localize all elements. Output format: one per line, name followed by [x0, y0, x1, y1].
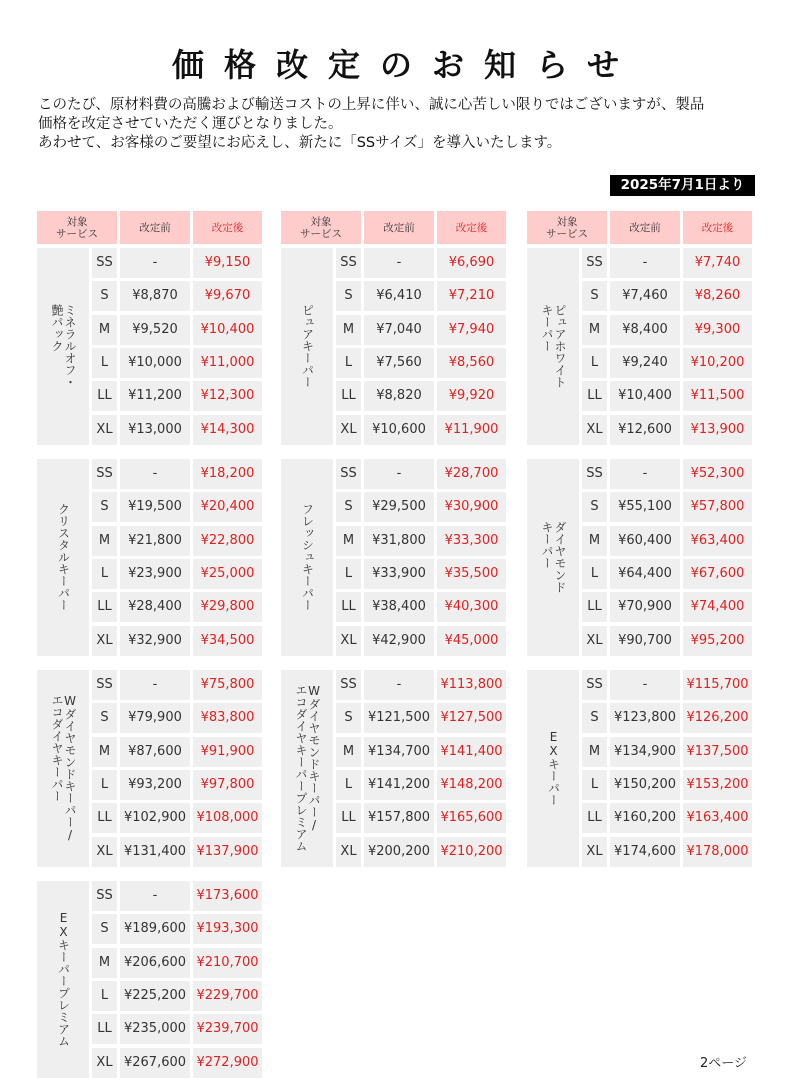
size-cell: SS	[582, 248, 607, 278]
header-service: 対象 サービス	[37, 211, 117, 244]
header-row	[37, 211, 264, 244]
price-after-cell: ¥141,400	[437, 737, 506, 767]
price-before-cell: ¥141,200	[364, 770, 434, 800]
size-cell: L	[582, 348, 607, 378]
price-before-cell: ¥29,500	[364, 492, 434, 522]
price-after-cell: ¥25,000	[193, 559, 262, 589]
header-before: 改定前	[120, 211, 190, 244]
price-before-cell: ¥60,400	[610, 526, 680, 556]
price-before-cell: ¥12,600	[610, 415, 680, 445]
price-before-cell: -	[120, 248, 190, 278]
price-after-cell: ¥12,300	[193, 381, 262, 411]
price-before-cell: ¥134,700	[364, 737, 434, 767]
price-after-cell: ¥57,800	[683, 492, 752, 522]
size-cell: M	[582, 315, 607, 345]
price-before-cell: -	[610, 670, 680, 700]
price-after-cell: ¥7,940	[437, 315, 506, 345]
price-after-cell: ¥28,700	[437, 459, 506, 489]
price-before-cell: ¥70,900	[610, 592, 680, 622]
size-cell: M	[92, 948, 117, 978]
header-after: 改定後	[683, 211, 752, 244]
size-cell: SS	[582, 670, 607, 700]
price-before-cell: ¥102,900	[120, 803, 190, 833]
header-row	[281, 211, 508, 244]
header-after: 改定後	[193, 211, 262, 244]
header-service: 対象 サービス	[281, 211, 361, 244]
service-block-3	[37, 459, 264, 659]
size-cell: M	[336, 315, 361, 345]
service-name: EXキーパープレミアム	[56, 911, 71, 1048]
price-after-cell: ¥153,200	[683, 770, 752, 800]
price-before-cell: ¥131,400	[120, 837, 190, 867]
price-before-cell: ¥150,200	[610, 770, 680, 800]
service-block-8	[527, 670, 754, 870]
price-after-cell: ¥7,740	[683, 248, 752, 278]
intro-line: このたび、原材料費の高騰および輸送コストの上昇に伴い、誠に心苦しい限りではございますが、製品	[38, 97, 705, 113]
size-cell: S	[336, 492, 361, 522]
price-before-cell: ¥235,000	[120, 1014, 190, 1044]
price-after-cell: ¥137,900	[193, 837, 262, 867]
price-before-cell: ¥11,200	[120, 381, 190, 411]
service-name-cell	[527, 459, 579, 656]
price-before-cell: ¥6,410	[364, 281, 434, 311]
header-before: 改定前	[610, 211, 680, 244]
size-cell: M	[336, 737, 361, 767]
price-after-cell: ¥11,000	[193, 348, 262, 378]
size-cell: L	[336, 559, 361, 589]
size-cell: XL	[92, 415, 117, 445]
price-after-cell: ¥35,500	[437, 559, 506, 589]
price-after-cell: ¥272,900	[193, 1048, 262, 1078]
size-cell: XL	[582, 626, 607, 656]
price-before-cell: ¥134,900	[610, 737, 680, 767]
service-block-1	[281, 248, 508, 448]
size-cell: SS	[336, 670, 361, 700]
price-after-cell: ¥6,690	[437, 248, 506, 278]
price-before-cell: ¥79,900	[120, 703, 190, 733]
size-cell: S	[582, 703, 607, 733]
price-before-cell: ¥174,600	[610, 837, 680, 867]
service-name-cell	[37, 881, 89, 1078]
size-cell: L	[336, 770, 361, 800]
service-name: クリスタルキーパー	[56, 503, 71, 612]
price-after-cell: ¥210,700	[193, 948, 262, 978]
service-block-0	[37, 248, 264, 448]
service-name: ミネラルオフ・ 艶パック	[50, 304, 77, 389]
price-after-cell: ¥18,200	[193, 459, 262, 489]
size-cell: L	[582, 559, 607, 589]
size-cell: XL	[92, 837, 117, 867]
header-service: 対象 サービス	[527, 211, 607, 244]
price-before-cell: -	[120, 459, 190, 489]
price-after-cell: ¥115,700	[683, 670, 752, 700]
price-before-cell: ¥200,200	[364, 837, 434, 867]
price-after-cell: ¥165,600	[437, 803, 506, 833]
size-cell: M	[92, 737, 117, 767]
price-before-cell: ¥9,520	[120, 315, 190, 345]
price-after-cell: ¥126,200	[683, 703, 752, 733]
size-cell: S	[92, 492, 117, 522]
price-after-cell: ¥83,800	[193, 703, 262, 733]
size-cell: LL	[336, 592, 361, 622]
size-cell: LL	[582, 381, 607, 411]
size-cell: M	[582, 737, 607, 767]
size-cell: XL	[92, 1048, 117, 1078]
price-before-cell: -	[120, 881, 190, 911]
price-before-cell: -	[364, 248, 434, 278]
price-before-cell: ¥19,500	[120, 492, 190, 522]
price-after-cell: ¥137,500	[683, 737, 752, 767]
price-before-cell: ¥7,040	[364, 315, 434, 345]
price-before-cell: -	[364, 459, 434, 489]
price-before-cell: ¥267,600	[120, 1048, 190, 1078]
service-block-2	[527, 248, 754, 448]
price-after-cell: ¥97,800	[193, 770, 262, 800]
price-before-cell: ¥189,600	[120, 914, 190, 944]
price-after-cell: ¥20,400	[193, 492, 262, 522]
price-after-cell: ¥67,600	[683, 559, 752, 589]
price-after-cell: ¥95,200	[683, 626, 752, 656]
service-block-9	[37, 881, 264, 1081]
price-before-cell: ¥8,400	[610, 315, 680, 345]
price-before-cell: -	[364, 670, 434, 700]
size-cell: SS	[336, 459, 361, 489]
size-cell: SS	[336, 248, 361, 278]
price-before-cell: ¥10,000	[120, 348, 190, 378]
size-cell: S	[92, 281, 117, 311]
price-after-cell: ¥229,700	[193, 981, 262, 1011]
service-name-cell	[527, 248, 579, 445]
size-cell: M	[582, 526, 607, 556]
service-block-5	[527, 459, 754, 659]
price-after-cell: ¥10,200	[683, 348, 752, 378]
price-before-cell: ¥225,200	[120, 981, 190, 1011]
size-cell: XL	[336, 837, 361, 867]
size-cell: LL	[92, 803, 117, 833]
price-after-cell: ¥8,260	[683, 281, 752, 311]
price-before-cell: ¥38,400	[364, 592, 434, 622]
size-cell: SS	[92, 248, 117, 278]
service-name-cell	[527, 670, 579, 867]
price-before-cell: ¥10,600	[364, 415, 434, 445]
effective-date-badge: 2025年7月1日より	[610, 175, 755, 196]
size-cell: L	[92, 348, 117, 378]
service-block-7	[281, 670, 508, 870]
price-before-cell: ¥33,900	[364, 559, 434, 589]
service-name: EXキーパー	[546, 730, 561, 807]
service-name-cell	[37, 248, 89, 445]
size-cell: XL	[336, 626, 361, 656]
size-cell: LL	[582, 803, 607, 833]
price-before-cell: ¥13,000	[120, 415, 190, 445]
price-after-cell: ¥34,500	[193, 626, 262, 656]
size-cell: LL	[92, 592, 117, 622]
price-after-cell: ¥74,400	[683, 592, 752, 622]
price-after-cell: ¥14,300	[193, 415, 262, 445]
size-cell: L	[582, 770, 607, 800]
price-after-cell: ¥9,920	[437, 381, 506, 411]
price-after-cell: ¥10,400	[193, 315, 262, 345]
price-after-cell: ¥193,300	[193, 914, 262, 944]
price-after-cell: ¥9,150	[193, 248, 262, 278]
size-cell: M	[336, 526, 361, 556]
price-after-cell: ¥113,800	[437, 670, 506, 700]
price-after-cell: ¥52,300	[683, 459, 752, 489]
size-cell: S	[336, 281, 361, 311]
size-cell: S	[92, 703, 117, 733]
size-cell: L	[92, 770, 117, 800]
price-before-cell: -	[120, 670, 190, 700]
price-after-cell: ¥91,900	[193, 737, 262, 767]
size-cell: LL	[336, 381, 361, 411]
price-after-cell: ¥63,400	[683, 526, 752, 556]
price-before-cell: ¥21,800	[120, 526, 190, 556]
size-cell: SS	[92, 459, 117, 489]
price-after-cell: ¥13,900	[683, 415, 752, 445]
price-after-cell: ¥11,500	[683, 381, 752, 411]
price-before-cell: ¥10,400	[610, 381, 680, 411]
price-before-cell: ¥7,560	[364, 348, 434, 378]
price-after-cell: ¥108,000	[193, 803, 262, 833]
service-name-cell	[37, 670, 89, 867]
service-name: フレッシュキーパー	[300, 503, 315, 612]
price-before-cell: ¥206,600	[120, 948, 190, 978]
service-name: ピュアキーパー	[300, 304, 315, 389]
price-before-cell: ¥121,500	[364, 703, 434, 733]
price-after-cell: ¥9,300	[683, 315, 752, 345]
price-before-cell: ¥93,200	[120, 770, 190, 800]
price-before-cell: ¥90,700	[610, 626, 680, 656]
size-cell: LL	[582, 592, 607, 622]
price-before-cell: ¥32,900	[120, 626, 190, 656]
header-before: 改定前	[364, 211, 434, 244]
size-cell: XL	[582, 415, 607, 445]
size-cell: L	[92, 981, 117, 1011]
price-before-cell: ¥87,600	[120, 737, 190, 767]
price-before-cell: ¥157,800	[364, 803, 434, 833]
service-name-cell	[281, 670, 333, 867]
price-after-cell: ¥40,300	[437, 592, 506, 622]
service-name: Wダイヤモンドキーパー/ エコダイヤキーパー	[50, 694, 77, 843]
price-after-cell: ¥173,600	[193, 881, 262, 911]
page-title: 価格改定のお知らせ	[171, 46, 640, 84]
price-after-cell: ¥33,300	[437, 526, 506, 556]
size-cell: S	[336, 703, 361, 733]
price-after-cell: ¥210,200	[437, 837, 506, 867]
size-cell: L	[336, 348, 361, 378]
size-cell: SS	[92, 670, 117, 700]
price-after-cell: ¥163,400	[683, 803, 752, 833]
price-before-cell: -	[610, 459, 680, 489]
service-name-cell	[37, 459, 89, 656]
price-after-cell: ¥148,200	[437, 770, 506, 800]
service-name: Wダイヤモンドキーパー/ エコダイヤキーパープレミアム	[294, 684, 321, 853]
price-before-cell: ¥8,870	[120, 281, 190, 311]
size-cell: L	[92, 559, 117, 589]
page-number: 2ページ	[700, 1056, 748, 1071]
service-name: ダイヤモンド キーパー	[540, 521, 567, 594]
size-cell: LL	[92, 1014, 117, 1044]
price-after-cell: ¥29,800	[193, 592, 262, 622]
size-cell: M	[92, 315, 117, 345]
size-cell: S	[92, 914, 117, 944]
price-before-cell: ¥160,200	[610, 803, 680, 833]
price-after-cell: ¥8,560	[437, 348, 506, 378]
service-name-cell	[281, 248, 333, 445]
price-before-cell: ¥31,800	[364, 526, 434, 556]
intro-line: あわせて、お客様のご要望にお応えし、新たに「SSサイズ」を導入いたします。	[38, 135, 562, 151]
price-after-cell: ¥178,000	[683, 837, 752, 867]
size-cell: M	[92, 526, 117, 556]
price-before-cell: ¥8,820	[364, 381, 434, 411]
service-name: ピュアホワイト キーパー	[540, 304, 567, 389]
intro-text	[38, 96, 768, 153]
price-before-cell: ¥42,900	[364, 626, 434, 656]
price-before-cell: ¥55,100	[610, 492, 680, 522]
price-after-cell: ¥9,670	[193, 281, 262, 311]
price-after-cell: ¥11,900	[437, 415, 506, 445]
price-before-cell: -	[610, 248, 680, 278]
size-cell: LL	[336, 803, 361, 833]
price-before-cell: ¥7,460	[610, 281, 680, 311]
intro-line: 価格を改定させていただく運びとなりました。	[38, 116, 343, 132]
price-after-cell: ¥127,500	[437, 703, 506, 733]
size-cell: LL	[92, 381, 117, 411]
price-after-cell: ¥22,800	[193, 526, 262, 556]
price-before-cell: ¥28,400	[120, 592, 190, 622]
size-cell: SS	[582, 459, 607, 489]
size-cell: XL	[92, 626, 117, 656]
price-before-cell: ¥23,900	[120, 559, 190, 589]
price-after-cell: ¥45,000	[437, 626, 506, 656]
price-after-cell: ¥75,800	[193, 670, 262, 700]
service-name-cell	[281, 459, 333, 656]
price-after-cell: ¥7,210	[437, 281, 506, 311]
price-before-cell: ¥64,400	[610, 559, 680, 589]
header-after: 改定後	[437, 211, 506, 244]
size-cell: XL	[336, 415, 361, 445]
price-after-cell: ¥239,700	[193, 1014, 262, 1044]
size-cell: S	[582, 281, 607, 311]
price-before-cell: ¥123,800	[610, 703, 680, 733]
service-block-4	[281, 459, 508, 659]
size-cell: XL	[582, 837, 607, 867]
size-cell: SS	[92, 881, 117, 911]
header-row	[527, 211, 754, 244]
price-after-cell: ¥30,900	[437, 492, 506, 522]
price-before-cell: ¥9,240	[610, 348, 680, 378]
size-cell: S	[582, 492, 607, 522]
service-block-6	[37, 670, 264, 870]
